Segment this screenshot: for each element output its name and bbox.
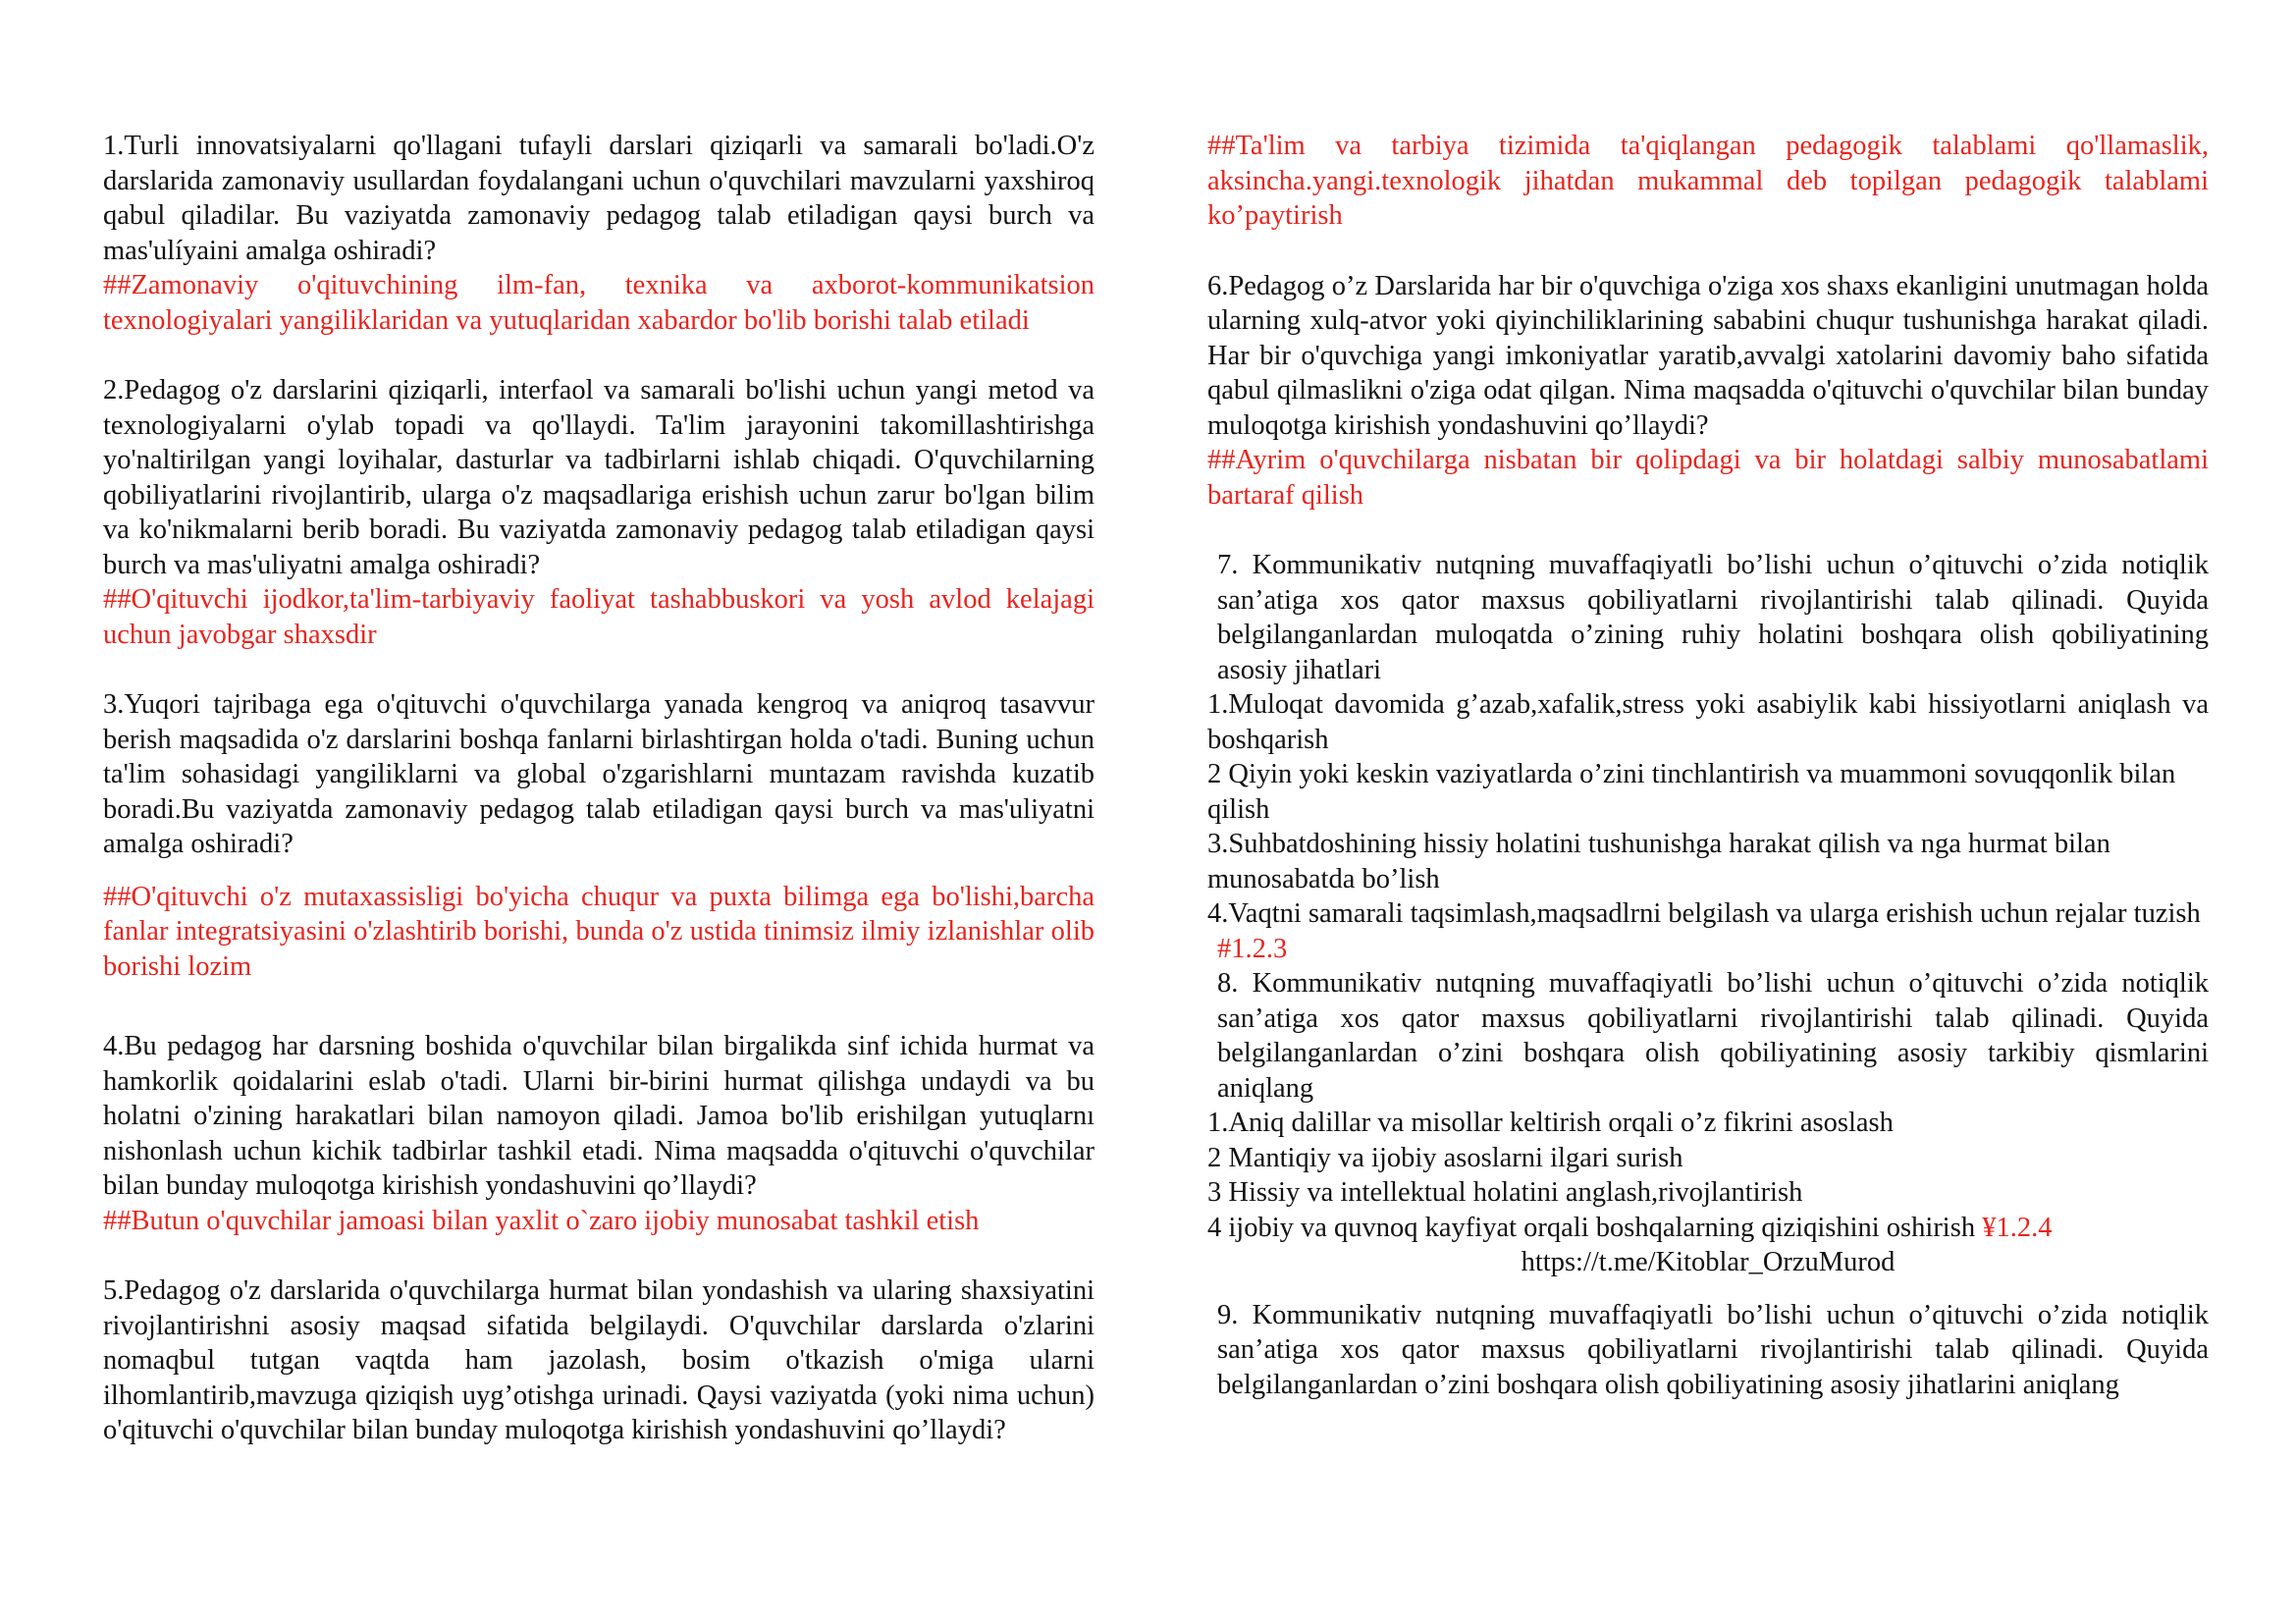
question-8: 8. Kommunikativ nutqning muvaffaqiyatli bo’lishi uchun o’qituvchi o’zida notiqlik san’atiga xos qator maxsus qobiliyatlarni rivojlantirishi talab qilinadi. Quyida belgilanganlardan o’zini boshqara olish qobiliyatining asosiy tarkibiy qismlarini aniqlang — [1217, 968, 2209, 1104]
answer-2: ##O'qituvchi ijodkor,ta'lim-tarbiyaviy faoliyat tashabbuskori va yosh avlod kelajagi uchun javobgar shaxsdir — [103, 584, 1095, 650]
question-8-option: 3 Hissiy va intellektual holatini anglash,rivojlantirish — [1207, 1177, 1803, 1208]
answer-6: ##Ayrim o'quvchilarga nisbatan bir qolipdagi va bir holatdagi salbiy munosabatlami bartaraf qilish — [1207, 445, 2209, 511]
right-column — [1207, 129, 2209, 1402]
answer-4: ##Butun o'quvchilar jamoasi bilan yaxlit o`zaro ijobiy munosabat tashkil etish — [103, 1205, 980, 1236]
answer-5: ##Ta'lim va tarbiya tizimida ta'qiqlangan pedagogik talablami qo'llamaslik, aksincha.yangi.texnologik jihatdan mukammal deb topilgan pedagogik talablami ko’paytirish — [1207, 131, 2209, 231]
answer-1: ##Zamonaviy o'qituvchining ilm-fan, texnika va axborot-kommunikatsion texnologiyalari yangiliklaridan va yutuqlaridan xabardor bo'lib borishi talab etiladi — [103, 270, 1095, 336]
answer-8: ¥1.2.4 — [1982, 1212, 2053, 1243]
question-7-option: 3.Suhbatdoshining hissiy holatini tushunishga harakat qilish va nga hurmat bilan munosabatda bo’lish — [1207, 829, 2110, 894]
answer-3: ##O'qituvchi o'z mutaxassisligi bo'yicha chuqur va puxta bilimga ega bo'lishi,barcha fanlar integratsiyasini o'zlashtirib borishi, bunda o'z ustida tinimsiz ilmiy izlanishlar olib borishi lozim — [103, 881, 1095, 982]
question-7: 7. Kommunikativ nutqning muvaffaqiyatli bo’lishi uchun o’qituvchi o’zida notiqlik san’atiga xos qator maxsus qobiliyatlarni rivojlantirishi talab qilinadi. Quyida belgilanganlardan muloqatda o’zining ruhiy holatini boshqara olish qobiliyatining asosiy jihatlari — [1217, 550, 2209, 685]
question-2: 2.Pedagog o'z darslarini qiziqarli, interfaol va samarali bo'lishi uchun yangi metod va texnologiyalarni o'ylab topadi va qo'llaydi. Ta'lim jarayonini takomillashtirishga yo'naltirilgan yangi loyihalar, dasturlar va tadbirlarni ishlab chiqadi. O'quvchilarning qobiliyatlarini rivojlantirib, ularga o'z maqsadlariga erishish uchun zarur bo'lgan bilim va ko'nikmalarni berib boradi. Bu vaziyatda zamonaviy pedagog talab etiladigan qaysi burch va mas'uliyatni amalga oshiradi? — [103, 375, 1095, 580]
question-7-option: 2 Qiyin yoki keskin vaziyatlarda o’zini tinchlantirish va muammoni sovuqqonlik bilan qilish — [1207, 759, 2176, 825]
answer-7: #1.2.3 — [1217, 933, 1288, 964]
question-4: 4.Bu pedagog har darsning boshida o'quvchilar bilan birgalikda sinf ichida hurmat va hamkorlik qoidalarini eslab o'tadi. Ularni bir-birini hurmat qilishga undaydi va bu holatni o'zining harakatlari bilan namoyon qiladi. Jamoa bo'lib erishilgan yutuqlarnı nishonlash uchun kichik tadbirlar tashkil etadi. Nima maqsadda o'qituvchi o'quvchilar bilan bunday muloqotga kirishish yondashuvini qo’llaydi? — [103, 1031, 1095, 1201]
question-8-option: 2 Mantiqiy va ijobiy asoslarni ilgari surish — [1207, 1142, 1683, 1173]
question-7-option: 1.Muloqat davomida g’azab,xafalik,stress yoki asabiylik kabi hissiyotlarni aniqlash va boshqarish — [1207, 689, 2209, 755]
question-1: 1.Turli innovatsiyalarni qo'llagani tufayli darslari qiziqarli va samarali bo'ladi.O'z darslarida zamonaviy usullardan foydalangani uchun o'quvchilari mavzularni yaxshiroq qabul qiladilar. Bu vaziyatda zamonaviy pedagog talab etiladigan qaysi burch va mas'ulíyaini amalga oshiradi? — [103, 131, 1095, 266]
question-5: 5.Pedagog o'z darslarida o'quvchilarga hurmat bilan yondashish va ularing shaxsiyatini rivojlantirishni asosiy maqsad sifatida belgilaydi. O'quvchilar darslarda o'zlarini nomaqbul tutgan vaqtda ham jazolash, bosim o'tkazish o'miga ularni ilhomlantirib,mavzuga qiziqish uyg’otishga urinadi. Qaysi vaziyatda (yoki nima uchun) o'qituvchi o'quvchilar bilan bunday muloqotga kirishish yondashuvini qo’llaydi? — [103, 1275, 1095, 1445]
question-9: 9. Kommunikativ nutqning muvaffaqiyatli bo’lishi uchun o’qituvchi o’zida notiqlik san’atiga xos qator maxsus qobiliyatlarni rivojlantirishi talab qilinadi. Quyida belgilanganlardan o’zini boshqara olish qobiliyatining asosiy jihatlarini aniqlang — [1217, 1299, 2209, 1400]
telegram-link[interactable]: https://t.me/Kitoblar_OrzuMurod — [1521, 1247, 1896, 1277]
question-6: 6.Pedagog o’z Darslarida har bir o'quvchiga o'ziga xos shaxs ekanligini unutmagan holda ularning xulq-atvor yoki qiyinchiliklarining sababini chuqur tushunishga harakat qiladi. Har bir o'quvchiga yangi imkoniyatlar yaratib,avvalgi xatolarini davomiy baho sifatida qabul qilmaslikni o'ziga odat qilgan. Nima maqsadda o'qituvchi o'quvchilar bilan bunday muloqotga kirishish yondashuvini qo’llaydi? — [1207, 270, 2209, 441]
question-8-option-with-answer — [1207, 1211, 2209, 1246]
left-column — [103, 129, 1095, 1448]
question-7-option: 4.Vaqtni samarali taqsimlash,maqsadlrni belgilash va ularga erishish uchun rejalar tuzish — [1207, 898, 2201, 929]
question-8-option-text: 4 ijobiy va quvnoq kayfiyat orqali boshqalarning qiziqishini oshirish — [1207, 1212, 1983, 1243]
question-8-option: 1.Aniq dalillar va misollar keltirish orqali o’z fikrini asoslash — [1207, 1108, 1894, 1138]
question-3: 3.Yuqori tajribaga ega o'qituvchi o'quvchilarga yanada kengroq va aniqroq tasavvur berish maqsadida o'z darslarini boshqa fanlarni birlashtirgan holda o'tadi. Buning uchun ta'lim sohasidagi yangiliklarni va global o'zgarishlarni muntazam ravishda kuzatib boradi.Bu vaziyatda zamonaviy pedagog talab etiladigan qaysi burch va mas'uliyatni amalga oshiradi? — [103, 689, 1095, 859]
